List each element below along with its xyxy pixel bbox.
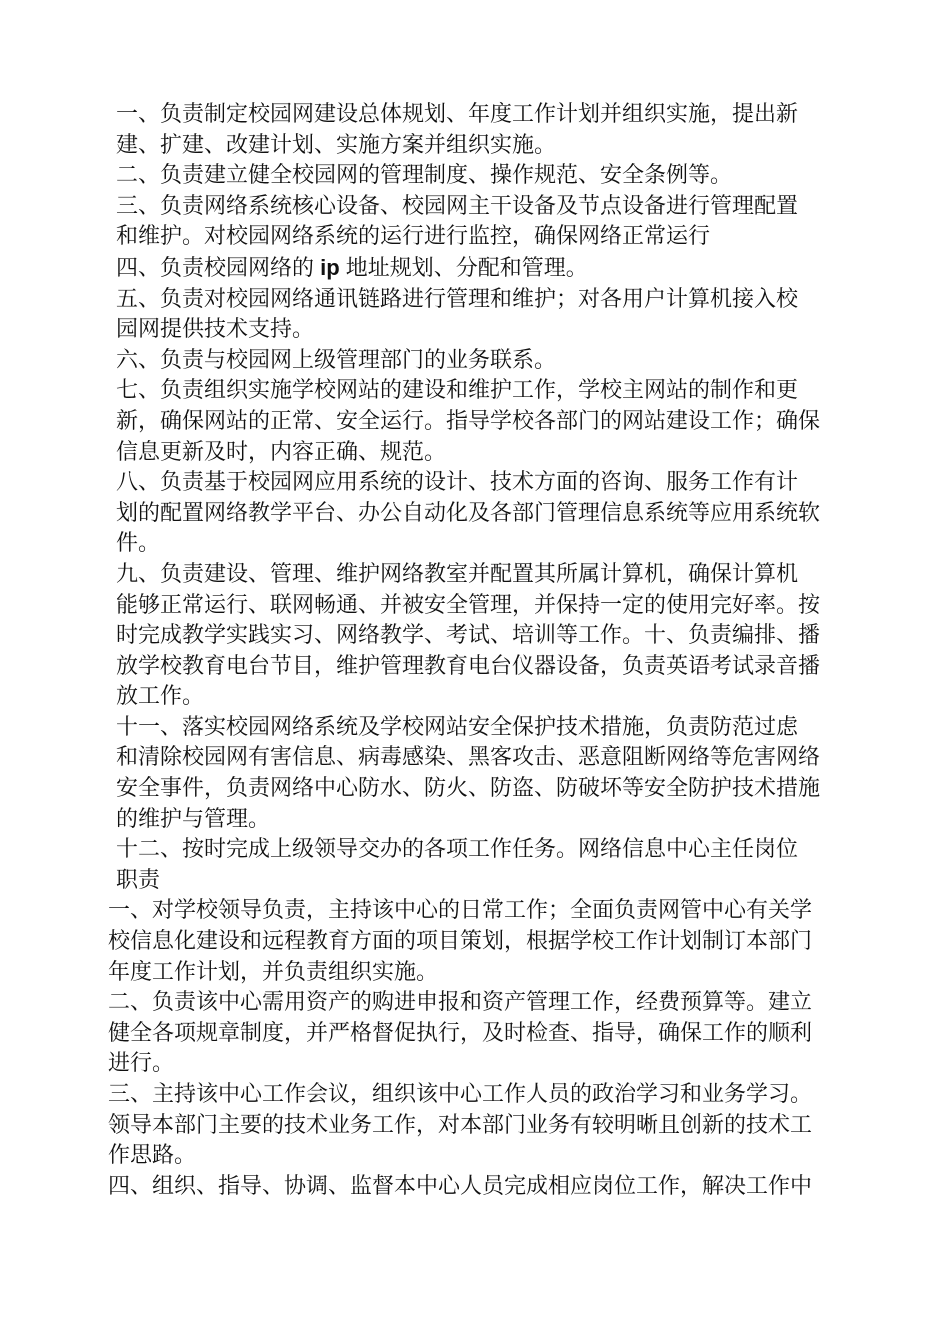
paragraph-line: 九、负责建设、管理、维护网络教室并配置其所属计算机，确保计算机 (116, 561, 799, 587)
paragraph-line: 能够正常运行、联网畅通、并被安全管理，并保持一定的使用完好率。按 (116, 592, 821, 618)
paragraph-line: 作思路。 (108, 1143, 197, 1169)
paragraph-line: 健全各项规章制度，并严格督促执行，及时检查、指导，确保工作的顺利 (108, 1020, 813, 1046)
paragraph-line: 校信息化建设和远程教育方面的项目策划，根据学校工作计划制订本部门 (108, 929, 813, 955)
paragraph-line: 二、负责建立健全校园网的管理制度、操作规范、安全条例等。 (116, 163, 733, 189)
paragraph-line: 二、负责该中心需用资产的购进申报和资产管理工作，经费预算等。建立 (108, 990, 813, 1016)
paragraph-line: 园网提供技术支持。 (116, 317, 315, 343)
paragraph (108, 285, 868, 346)
paragraph-line: 年度工作计划，并负责组织实施。 (108, 959, 439, 985)
paragraph-line: 一、负责制定校园网建设总体规划、年度工作计划并组织实施，提出新 (116, 102, 799, 127)
paragraph-line: 八、负责基于校园网应用系统的设计、技术方面的咨询、服务工作有计 (116, 470, 799, 496)
paragraph (108, 713, 868, 835)
paragraph (108, 346, 868, 377)
paragraph (108, 468, 868, 560)
paragraph (108, 896, 868, 988)
paragraph-line: 四、负责校园网络的 ip 地址规划、分配和管理。 (116, 254, 588, 281)
paragraph-line: 四、组织、指导、协调、监督本中心人员完成相应岗位工作，解决工作中 (108, 1173, 813, 1199)
paragraph (108, 161, 868, 192)
paragraph-line: 和清除校园网有害信息、病毒感染、黑客攻击、恶意阻断网络等危害网络 (116, 745, 821, 771)
paragraph-line: 十二、按时完成上级领导交办的各项工作任务。网络信息中心主任岗位 (116, 837, 799, 863)
paragraph (108, 835, 868, 896)
paragraph-line: 职责 (116, 867, 161, 893)
paragraph-line: 六、负责与校园网上级管理部门的业务联系。 (116, 347, 557, 373)
paragraph-line: 件。 (116, 531, 161, 557)
paragraph-line: 的维护与管理。 (116, 806, 271, 832)
paragraph-line: 领导本部门主要的技术业务工作，对本部门业务有较明晰且创新的技术工 (108, 1112, 813, 1138)
paragraph-line: 新，确保网站的正常、安全运行。指导学校各部门的网站建设工作；确保 (116, 408, 821, 434)
paragraph (108, 376, 868, 468)
paragraph-line: 放工作。 (116, 684, 205, 710)
paragraph-line: 三、负责网络系统核心设备、校园网主干设备及节点设备进行管理配置 (116, 193, 799, 219)
paragraph-line: 三、主持该中心工作会议，组织该中心工作人员的政治学习和业务学习。 (108, 1082, 813, 1107)
paragraph (108, 100, 868, 161)
paragraph-line: 七、负责组织实施学校网站的建设和维护工作，学校主网站的制作和更 (116, 378, 799, 404)
paragraph (108, 253, 868, 285)
paragraph-line: 时完成教学实践实习、网络教学、考试、培训等工作。十、负责编排、播 (116, 623, 821, 649)
paragraph-line: 一、对学校领导负责，主持该中心的日常工作；全面负责网管中心有关学 (108, 898, 813, 924)
paragraph-line: 划的配置网络教学平台、办公自动化及各部门管理信息系统等应用系统软 (116, 500, 821, 526)
paragraph-line: 十一、落实校园网络系统及学校网站安全保护技术措施，负责防范过虑 (116, 714, 799, 740)
paragraph-line: 五、负责对校园网络通讯链路进行管理和维护；对各用户计算机接入校 (116, 286, 799, 312)
document-body (108, 100, 868, 1202)
paragraph-line: 和维护。对校园网络系统的运行进行监控，确保网络正常运行 (116, 224, 711, 250)
paragraph (108, 560, 868, 713)
paragraph (108, 1080, 868, 1172)
paragraph-line: 放学校教育电台节目，维护管理教育电台仪器设备，负责英语考试录音播 (116, 653, 821, 679)
paragraph-line: 建、扩建、改建计划、实施方案并组织实施。 (116, 132, 557, 158)
paragraph (108, 192, 868, 253)
paragraph (108, 988, 868, 1080)
paragraph (108, 1172, 868, 1203)
paragraph-line: 信息更新及时，内容正确、规范。 (116, 439, 447, 465)
paragraph-line: 安全事件，负责网络中心防水、防火、防盗、防破坏等安全防护技术措施 (116, 776, 821, 802)
paragraph-line: 进行。 (108, 1051, 175, 1077)
